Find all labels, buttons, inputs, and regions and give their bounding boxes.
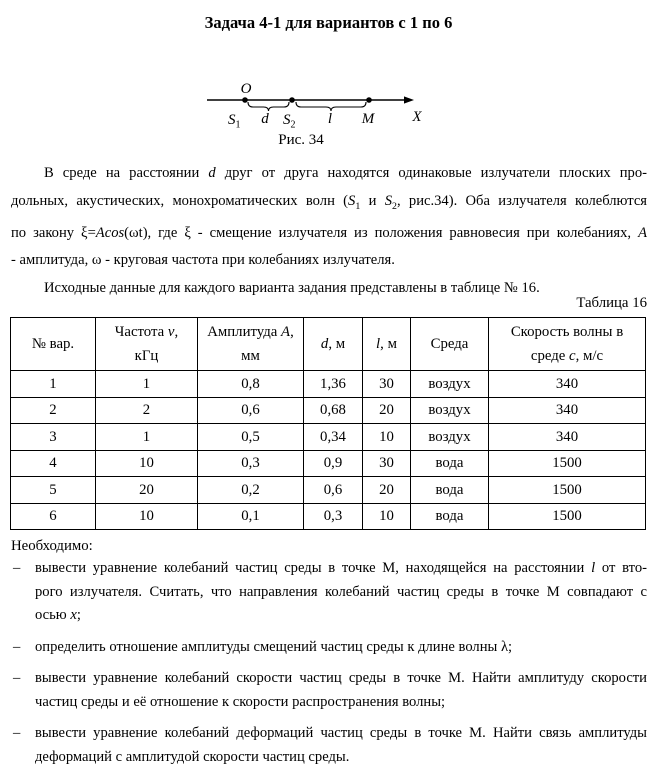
cell-d: 0,34 xyxy=(304,424,363,451)
cell-medium: вода xyxy=(411,450,489,477)
cell-amplitude: 0,8 xyxy=(198,371,304,398)
col-header-medium: Среда xyxy=(411,318,489,371)
cell-d: 0,68 xyxy=(304,397,363,424)
bullet-dash: – xyxy=(13,725,21,741)
page-title: Задача 4-1 для вариантов с 1 по 6 xyxy=(204,13,453,32)
task-item xyxy=(11,722,647,769)
cell-medium: воздух xyxy=(411,371,489,398)
col-header-d: d, м xyxy=(304,318,363,371)
tasks-list xyxy=(11,557,647,777)
cell-speed: 340 xyxy=(489,397,646,424)
task-text: вывести уравнение колебаний частиц среды в точке М, находящейся на расстоянии l от вто- рого излучателя. Считать, что направления колебаний частиц среды в точке М совпадают с осью x; xyxy=(35,560,647,623)
point-m-marker xyxy=(366,97,372,103)
cell-l: 10 xyxy=(363,424,411,451)
cell-speed: 1500 xyxy=(489,477,646,504)
table-label: Таблица 16 xyxy=(576,295,647,311)
cell-l: 20 xyxy=(363,397,411,424)
cell-variant: 5 xyxy=(11,477,96,504)
cell-frequency: 10 xyxy=(96,503,198,530)
table-header-row xyxy=(11,318,646,371)
cell-d: 0,9 xyxy=(304,450,363,477)
source1-point-marker xyxy=(242,97,248,103)
intro-data-sentence: Исходные данные для каждого варианта задания представлены в таблице № 16. xyxy=(44,279,540,296)
col-header-variant: № вар. xyxy=(11,318,96,371)
cell-frequency: 10 xyxy=(96,450,198,477)
cell-l: 30 xyxy=(363,450,411,477)
bullet-dash: – xyxy=(13,670,21,686)
intro-line: В среде на расстоянии d друг от друга находятся одинаковые излучатели плоских про- xyxy=(44,165,648,181)
figure-34 xyxy=(180,68,440,152)
task-text: вывести уравнение колебаний скорости частиц среды в точке М. Найти амплитуду скорости частиц среды и её отношение к скорости распространения волны; xyxy=(35,670,647,710)
cell-amplitude: 0,1 xyxy=(198,503,304,530)
cell-frequency: 2 xyxy=(96,397,198,424)
bullet-dash: – xyxy=(13,560,21,576)
table-row xyxy=(11,371,646,398)
table-row xyxy=(11,450,646,477)
cell-d: 0,3 xyxy=(304,503,363,530)
cell-l: 10 xyxy=(363,503,411,530)
table-row xyxy=(11,503,646,530)
task-item xyxy=(11,667,647,714)
cell-d: 1,36 xyxy=(304,371,363,398)
cell-medium: воздух xyxy=(411,424,489,451)
cell-variant: 2 xyxy=(11,397,96,424)
cell-l: 20 xyxy=(363,477,411,504)
intro-line: по закону ξ=Acos(ωt), где ξ - смещение излучателя из положения равновесия при колебаниях, A xyxy=(11,224,647,241)
task-text: определить отношение амплитуды смещений частиц среды к длине волны λ; xyxy=(35,638,513,655)
cell-variant: 6 xyxy=(11,503,96,530)
cell-medium: вода xyxy=(411,477,489,504)
tasks-heading: Необходимо: xyxy=(11,538,93,554)
source2-point-marker xyxy=(289,97,295,103)
cell-variant: 4 xyxy=(11,450,96,477)
cell-amplitude: 0,2 xyxy=(198,477,304,504)
table-row xyxy=(11,477,646,504)
cell-d: 0,6 xyxy=(304,477,363,504)
col-header-amplitude: Амплитуда A, мм xyxy=(198,318,304,371)
label-d: d xyxy=(261,111,269,127)
label-origin-o: O xyxy=(240,81,252,97)
cell-medium: вода xyxy=(411,503,489,530)
cell-l: 30 xyxy=(363,371,411,398)
label-x-axis: X xyxy=(412,109,422,125)
cell-frequency: 1 xyxy=(96,371,198,398)
axis-arrow-icon xyxy=(404,96,414,103)
col-header-l: l, м xyxy=(363,318,411,371)
task-item xyxy=(11,636,647,660)
intro-line: дольных, акустических, монохроматических волн ($S_1$ и $S_2$, рис.34). Оба излучателя колеблются xyxy=(11,192,648,212)
cell-variant: 3 xyxy=(11,424,96,451)
label-m: M xyxy=(361,111,375,127)
label-l: l xyxy=(327,111,333,127)
cell-medium: воздух xyxy=(411,397,489,424)
cell-speed: 1500 xyxy=(489,503,646,530)
cell-frequency: 20 xyxy=(96,477,198,504)
cell-speed: 340 xyxy=(489,424,646,451)
cell-amplitude: 0,5 xyxy=(198,424,304,451)
cell-speed: 340 xyxy=(489,371,646,398)
task-item xyxy=(11,557,647,628)
brace-l-icon xyxy=(296,102,366,111)
cell-frequency: 1 xyxy=(96,424,198,451)
brace-d-icon xyxy=(248,102,289,111)
bullet-dash: – xyxy=(13,638,21,655)
intro-paragraph xyxy=(11,160,647,302)
label-s1: $S_1$ xyxy=(228,112,241,131)
cell-variant: 1 xyxy=(11,371,96,398)
table-row xyxy=(11,424,646,451)
cell-speed: 1500 xyxy=(489,450,646,477)
variants-data-table xyxy=(10,317,646,530)
task-text: вывести уравнение колебаний деформаций частиц среды в точке М. Найти связь амплитуды деформаций с амплитудой скорости частиц среды. xyxy=(35,725,647,765)
label-s2: $S_2$ xyxy=(283,112,296,131)
cell-amplitude: 0,3 xyxy=(198,450,304,477)
col-header-frequency: Частота ν, кГц xyxy=(96,318,198,371)
col-header-speed: Скорость волны в среде c, м/с xyxy=(489,318,646,371)
figure-caption: Рис. 34 xyxy=(278,132,324,148)
table-row xyxy=(11,397,646,424)
intro-line: - амплитуда, ω - круговая частота при колебаниях излучателя. xyxy=(11,252,395,269)
cell-amplitude: 0,6 xyxy=(198,397,304,424)
